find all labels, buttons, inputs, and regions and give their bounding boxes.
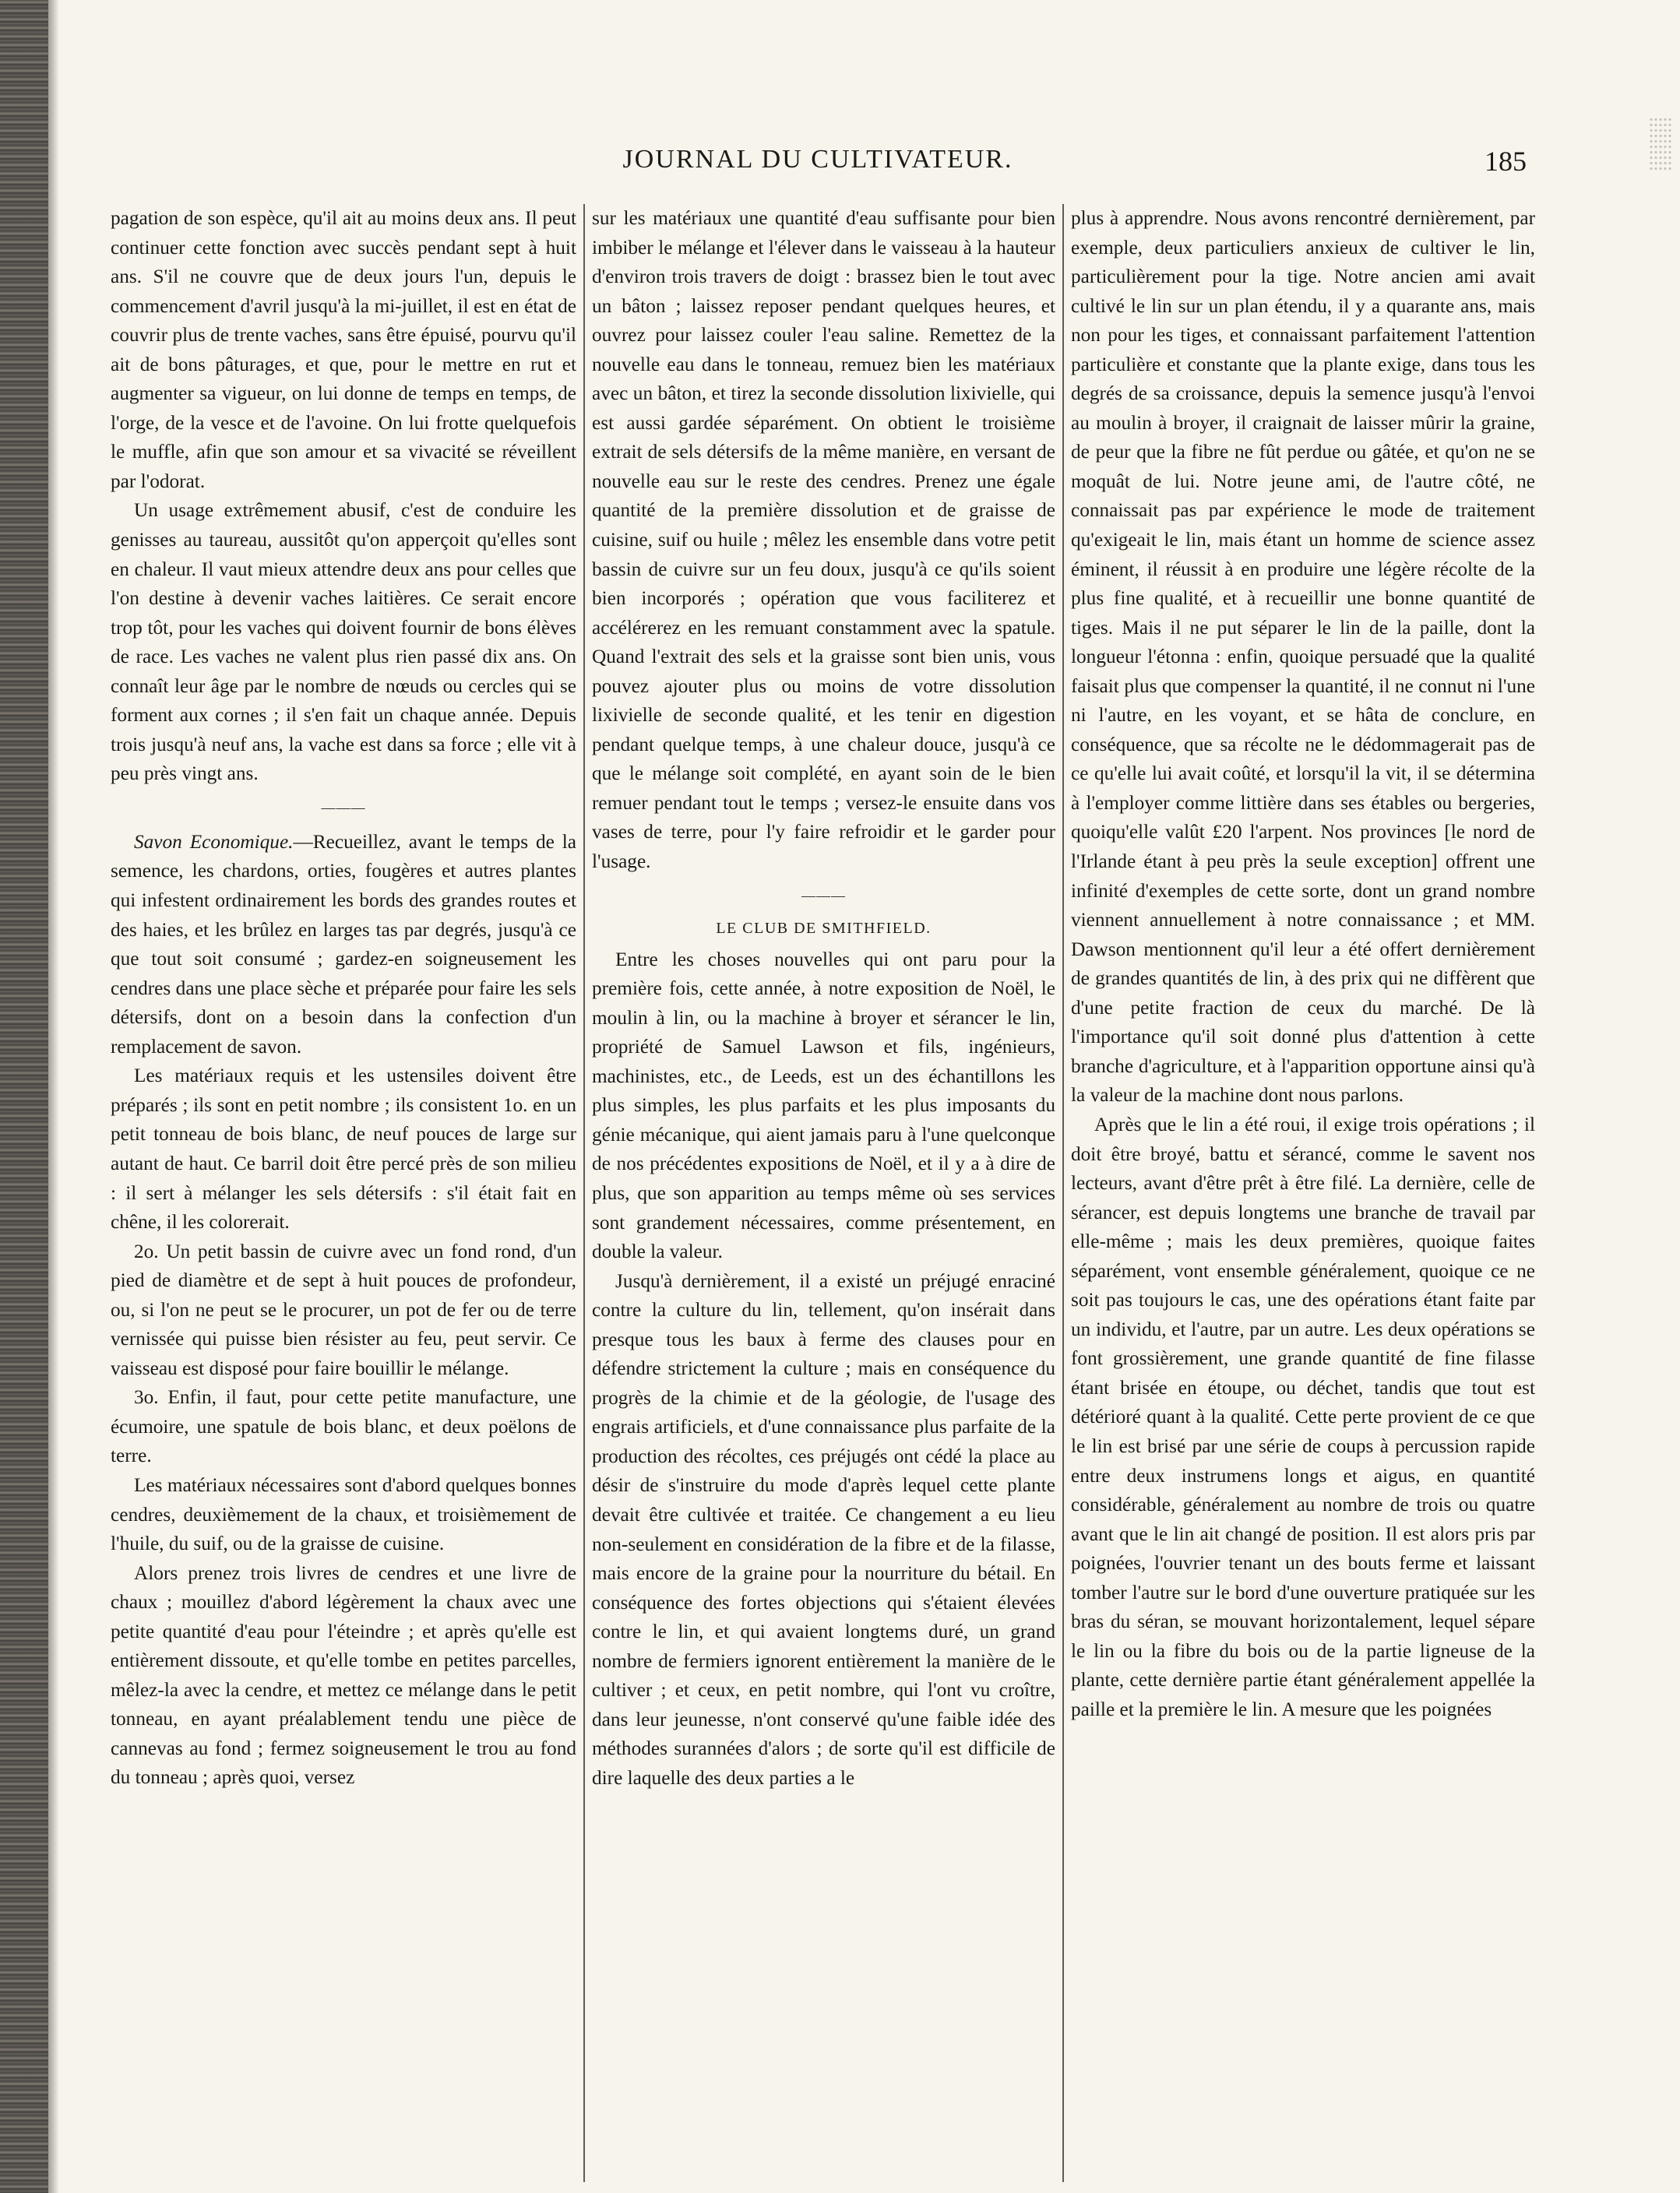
article-paragraph: pagation de son espèce, qu'il ait au moins deux ans. Il peut continuer cette fonction avec succès pendant sept à huit ans. S'il ne couvre que de deux jours l'un, depuis le commencement d'avril jusqu'à la mi-juillet, il est en état de couvrir plus de trente vaches, sans être épuisé, pourvu qu'il ait de bons pâturages, et que, pour le mettre en rut et augmenter sa vigueur, on lui donne de temps en temps, de l'orge, de la vesce et de l'avoine. On lui frotte quelquefois le muffle, afin que son amour et sa vivacité se réveillent par l'odorat.	[111, 207, 576, 492]
article-paragraph: Les matériaux nécessaires sont d'abord quelques bonnes cendres, deuxièmement de la chaux, et troisièmement de l'huile, du suif, ou de la graisse de cuisine.	[111, 1473, 576, 1555]
section-separator: ———	[321, 799, 366, 815]
column-rule	[1062, 204, 1064, 2182]
paper-speckle	[1649, 117, 1672, 171]
article-paragraph: Après que le lin a été roui, il exige trois opérations ; il doit être broyé, battu et sérancé, comme le savent nos lecteurs, avant d'être prêt à être filé. La dernière, celle de sérancer, est depuis longtems une branche de travail par elle-même ; mais les deux premières, quoique faites séparément, vont ensemble généralement, quoique ce ne soit pas toujours le cas, une des opérations étant faite par un individu, et l'autre, par un autre. Les deux opérations se font grossièrement, une grande quantité de fine filasse étant brisée en étoupe, ou déchet, tandis que tout est détérioré quant à la qualité. Cette perte provient de ce que le lin est brisé par une série de coups à percussion rapide entre deux instrumens longs et aigus, en quantité considérable, généralement au nombre de trois ou quatre avant que le lin ait changé de position. Il est alors pris par poignées, l'ouvrier tenant un des bouts ferme et laissant tomber l'autre sur le bord d'une ouverture pratiquée sur les bras du séran, se mouvant horizontalement, lequel sépare le lin ou la fibre du bois ou de la partie ligneuse de la plante, cette dernière partie étant généralement appellée la paille et la première le lin. A mesure que les poignées	[1071, 1113, 1535, 1720]
article-paragraph: 2o. Un petit bassin de cuivre avec un fond rond, d'un pied de diamètre et de sept à huit pouces de profondeur, ou, si l'on ne peut se le procurer, un pot de fer ou de terre vernissée qui puisse bien résister au feu, peut servir. Ce vaisseau est disposé pour faire bouillir le mélange.	[111, 1240, 576, 1379]
text-column-1	[111, 204, 576, 2182]
section-heading: LE CLUB DE SMITHFIELD.	[716, 919, 932, 937]
page-number: 185	[1485, 146, 1527, 177]
section-separator: ———	[801, 887, 846, 903]
article-paragraph: 3o. Enfin, il faut, pour cette petite manufacture, une écumoire, une spatule de bois blanc, et deux poëlons de terre.	[111, 1386, 576, 1467]
article-paragraph: plus à apprendre. Nous avons rencontré dernièrement, par exemple, deux particuliers anxieux de cultiver le lin, particulièrement pour la tige. Notre ancien ami avait cultivé le lin sur un plan étendu, il y a quarante ans, mais non pour les tiges, et connaissant parfaitement l'attention particulière et constante que la plante exige, dans tous les degrés de sa croissance, depuis la semence jusqu'à l'envoi au moulin à broyer, il craignait de laisser mûrir la graine, de peur que la fibre ne fût perdue ou gâtée, et qu'on ne se moquât de lui. Notre jeune ami, de l'autre côté, ne connaissait pas par expérience le mode de traitement qu'exigeait le lin, mais étant un homme de science assez éminent, il réussit à en produire une légère récolte de la plus fine qualité, et à recueillir une bonne quantité de tiges. Mais il ne put séparer le lin de la paille, dont la longueur l'étonna : enfin, quoique persuadé que la qualité faisait plus que compenser la quantité, il ne connut ni l'une ni l'autre, en les voyant, et se hâta de conclure, en conséquence, que sa récolte ne le dédommagerait pas de ce qu'elle lui avait coûté, et lorsqu'il la vit, il se détermina à l'employer comme littière dans ses étables ou bergeries, quoiqu'elle valût £20 l'arpent. Nos provinces [le nord de l'Irlande étant à peu près la seule exception] offrent une infinité d'exemples de cette sorte, dont un grand nombre viennent annuellement à notre connaissance ; et MM. Dawson mentionnent qu'il leur a été offert dernièrement de grandes quantités de lin, à des prix qui ne diffèrent que d'une petite fraction de ceux du marché. De là l'importance qu'il soit donné plus d'attention à cette branche d'agriculture, et à l'apparition opportune ainsi qu'à la valeur de la machine dont nous parlons.	[1071, 207, 1535, 1107]
article-paragraph	[111, 828, 576, 1061]
article-paragraph: Un usage extrêmement abusif, c'est de conduire les genisses au taureau, aussitôt qu'on apperçoit qu'elles sont en chaleur. Il vaut mieux attendre deux ans pour celles que l'on destine à devenir vaches laitières. Ce serait encore trop tôt, pour les vaches qui doivent fournir de bons élèves de race. Les vaches ne valent plus rien passé dix ans. On connaît leur âge par le nombre de nœuds ou cercles qui se forment aux cornes ; il s'en fait un chaque année. Depuis trois jusqu'à neuf ans, la vache est dans sa force ; elle vit à peu près vingt ans.	[111, 499, 576, 785]
text-column-2	[592, 204, 1055, 2182]
article-paragraph: Alors prenez trois livres de cendres et une livre de chaux ; mouillez d'abord légèrement la chaux avec une petite quantité d'eau pour l'éteindre ; et après qu'elle est entièrement dissoute, et qu'elle tombe en petites parcelles, mêlez-la avec la cendre, et mettez ce mélange dans le petit tonneau, en ayant préalablement tendu une pièce de cannevas au fond ; fermez soigneusement le trou au fond du tonneau ; après quoi, versez	[111, 1561, 576, 1789]
article-paragraph: Entre les choses nouvelles qui ont paru pour la première fois, cette année, à notre exposition de Noël, le moulin à lin, ou la machine à broyer et sérancer le lin, propriété de Samuel Lawson et fils, ingénieurs, machinistes, etc., de Leeds, est un des échantillons les plus simples, les plus parfaits et les plus imposants du génie mécanique, qui aient jamais paru à l'une quelconque de nos précédentes expositions de Noël, et il y a à dire de plus, que son apparition au temps même où ses services sont grandement nécessaires, comme présentement, en double la valeur.	[592, 948, 1055, 1263]
article-paragraph: sur les matériaux une quantité d'eau suffisante pour bien imbiber le mélange et l'élever dans le vaisseau à la hauteur d'environ trois travers de doigt : brassez bien le tout avec un bâton ; laissez reposer pendant quelques heures, et ouvrez pour laissez couler l'eau saline. Remettez de la nouvelle eau dans le tonneau, remuez bien les matériaux avec un bâton, et tirez la seconde dissolution lixivielle, qui est aussi gardée séparément. On obtient le troisième extrait de sels détersifs de la même manière, en versant de nouvelle eau sur le reste des cendres. Prenez une égale quantité de la première dissolution et de graisse de cuisine, suif ou huile ; mêlez les ensemble dans votre petit bassin de cuivre sur un feu doux, jusqu'à ce qu'ils soient bien incorporés ; opération que vous faciliterez et accélérerez en les remuant constamment avec la spatule. Quand l'extrait des sels et la graisse sont bien unis, vous pouvez ajouter plus ou moins de votre dissolution lixivielle de seconde qualité, et les tenir en digestion pendant quelque temps, à une chaleur douce, jusqu'à ce que le mélange soit complété, en ayant soin de le bien remuer pendant tout le temps ; versez-le ensuite dans vos vases de terre, pour l'y faire refroidir et le garder pour l'usage.	[592, 207, 1055, 873]
binding-shadow	[48, 0, 59, 2193]
article-title: Savon Economique.	[134, 830, 294, 853]
journal-title: JOURNAL DU CULTIVATEUR.	[622, 145, 1013, 174]
text-column-3	[1071, 204, 1535, 2182]
running-header	[109, 145, 1527, 184]
article-paragraph: Les matériaux requis et les ustensiles doivent être préparés ; ils sont en petit nombre ; ils consistent 1o. en un petit tonneau de bois blanc, de neuf pouces de large sur autant de haut. Ce barril doit être percé près de son milieu : il sert à mélanger les sels détersifs : s'il était fait en chêne, il les colorerait.	[111, 1065, 576, 1234]
article-paragraph: Jusqu'à dernièrement, il a existé un préjugé enraciné contre la culture du lin, tellement, qu'on insérait dans presque tous les baux à ferme des clauses pour en défendre strictement la culture ; mais en conséquence du progrès de la chimie et de la géologie, de l'usage des engrais artificiels, et d'une connaissance plus parfaite de la production des récoltes, ces préjugés ont cédé la place au désir de s'instruire du mode d'après lequel cette plante devait être cultivée et traitée. Ce changement a eu lieu non-seulement en considération de la fibre et de la filasse, mais encore de la graine pour la nourriture du bétail. En conséquence des fortes objections qui s'étaient élevées contre le lin, et qui avaient longtems duré, un grand nombre de fermiers ignorent entièrement la manière de le cultiver ; et ceux, en petit nombre, qui l'ont vu croître, dans leur jeunesse, n'ont conservé qu'une faible idée des méthodes surannées d'alors ; de sorte qu'il est difficile de dire laquelle des deux parties a le	[592, 1269, 1055, 1789]
paragraph-text: —Recueillez, avant le temps de la semence, les chardons, orties, fougères et autres plantes qui infestent ordinairement les bords des grandes routes et des haies, et les brûlez en larges tas par degrés, jusqu'à ce que tout soit consumé ; gardez-en soigneusement les cendres dans une place sèche et préparée pour faire les sels détersifs, dont on a besoin dans la confection d'un remplacement de savon.	[111, 830, 576, 1058]
column-rule	[583, 204, 585, 2182]
book-binding-edge	[0, 0, 48, 2193]
